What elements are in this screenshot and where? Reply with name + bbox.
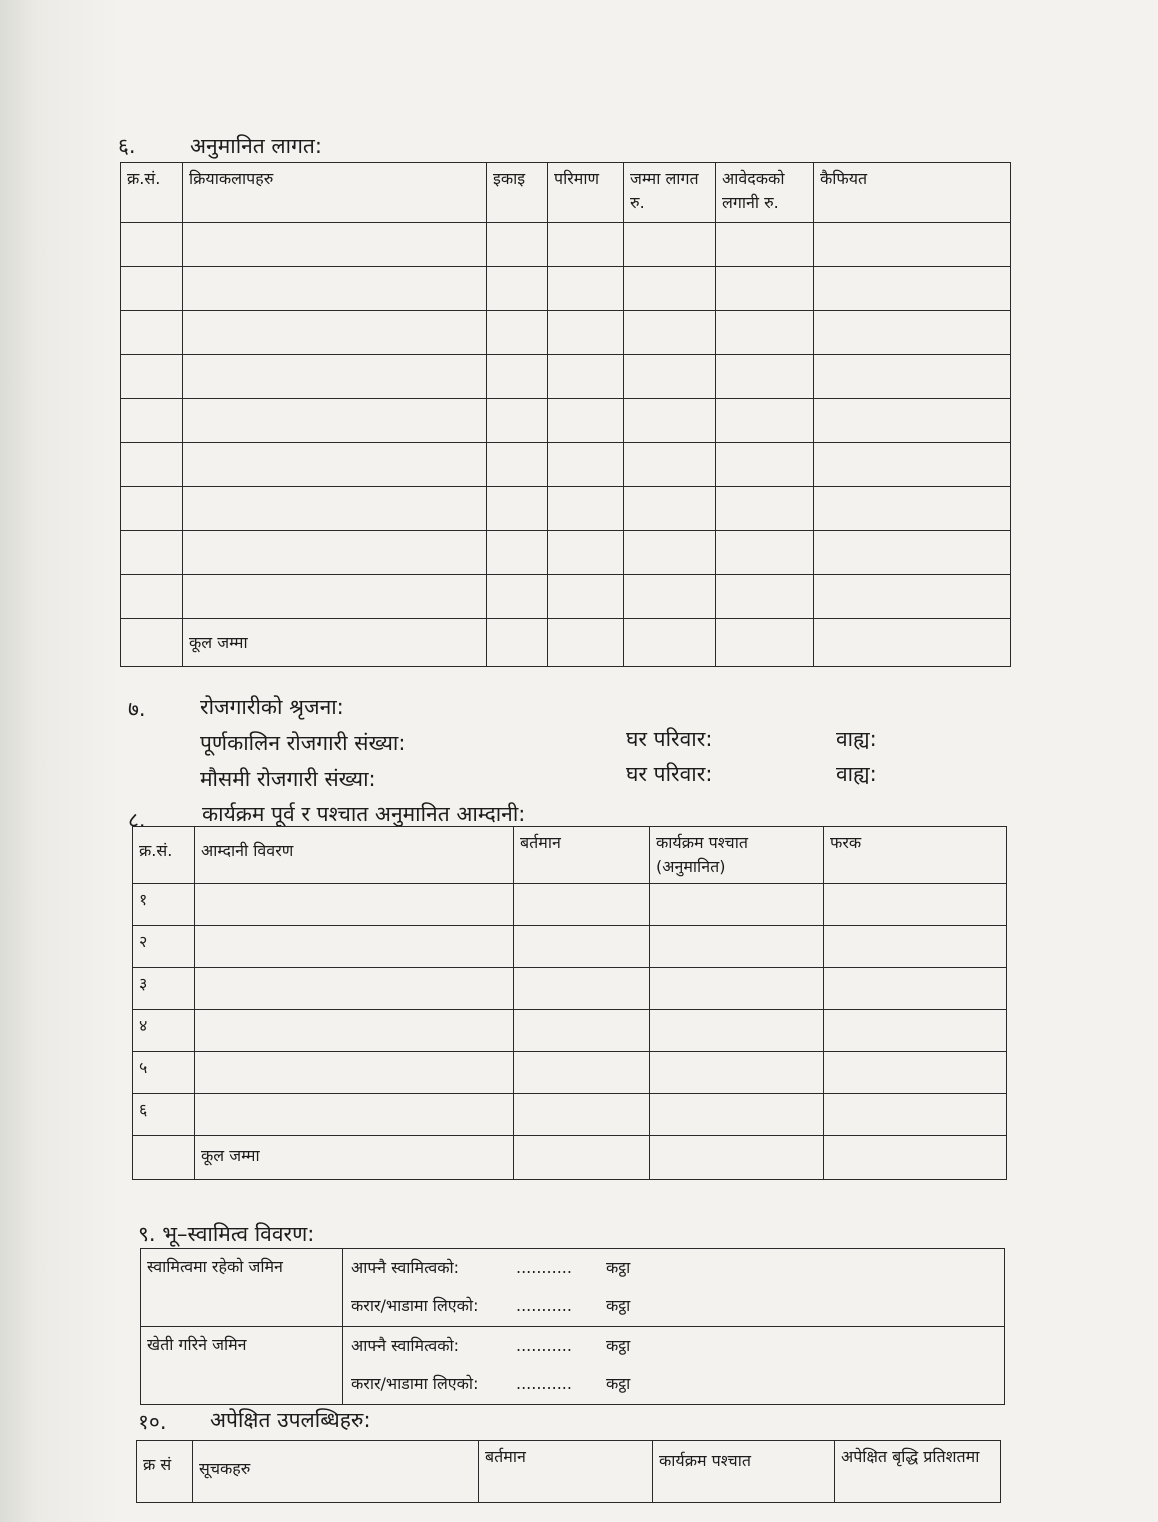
- table-cell[interactable]: [548, 443, 624, 487]
- section-8-number: ८.: [128, 808, 146, 832]
- table-row: [121, 531, 1011, 575]
- table-cell[interactable]: [824, 1094, 1007, 1136]
- table-cell[interactable]: [487, 531, 548, 575]
- table-row: [121, 399, 1011, 443]
- table-cell[interactable]: [195, 1052, 514, 1094]
- table-cell[interactable]: [514, 1136, 650, 1180]
- section-9-title: ९. भू–स्वामित्व विवरण:: [138, 1222, 315, 1246]
- section-7-number: ७.: [128, 697, 146, 721]
- total-label: कूल जम्मा: [195, 1136, 514, 1180]
- table-cell[interactable]: [624, 311, 716, 355]
- col-header-applicant-investment: आवेदकको लगानी रु.: [716, 163, 814, 223]
- lease-dots[interactable]: ...........: [516, 1296, 572, 1315]
- lease-line: [351, 1365, 996, 1403]
- table-header-row: [121, 163, 1011, 223]
- row-number: ३: [133, 968, 195, 1010]
- income-table: [132, 826, 1007, 1180]
- row-number: ६: [133, 1094, 195, 1136]
- table-cell[interactable]: [121, 443, 183, 487]
- table-cell[interactable]: [716, 399, 814, 443]
- section-6-title: अनुमानित लागत:: [190, 134, 322, 158]
- table-cell[interactable]: [650, 926, 824, 968]
- table-cell[interactable]: [121, 267, 183, 311]
- table-cell[interactable]: [487, 443, 548, 487]
- col-header-after-program: कार्यक्रम पश्चात (अनुमानित): [650, 827, 824, 884]
- table-cell[interactable]: [183, 311, 487, 355]
- table-cell[interactable]: [487, 575, 548, 619]
- table-row: [121, 223, 1011, 267]
- table-cell[interactable]: [824, 968, 1007, 1010]
- table-cell[interactable]: [548, 223, 624, 267]
- table-cell[interactable]: [121, 399, 183, 443]
- col-header-current: बर्तमान: [514, 827, 650, 884]
- table-cell[interactable]: [624, 399, 716, 443]
- seasonal-employment-label: मौसमी रोजगारी संख्या:: [200, 767, 376, 791]
- table-cell[interactable]: [487, 355, 548, 399]
- total-label: कूल जम्मा: [183, 619, 487, 667]
- table-cell[interactable]: [716, 267, 814, 311]
- table-cell[interactable]: [814, 223, 1011, 267]
- section-6-number: ६.: [118, 134, 136, 158]
- lease-label: करार/भाडामा लिएको:: [351, 1374, 479, 1393]
- table-cell[interactable]: [624, 355, 716, 399]
- table-cell[interactable]: [548, 267, 624, 311]
- table-cell[interactable]: [716, 531, 814, 575]
- table-cell[interactable]: [716, 443, 814, 487]
- table-cell[interactable]: [183, 443, 487, 487]
- lease-unit: कट्ठा: [606, 1374, 631, 1393]
- table-cell[interactable]: [650, 1094, 824, 1136]
- own-ownership-unit: कट्ठा: [606, 1258, 631, 1277]
- table-cell[interactable]: [814, 311, 1011, 355]
- section-10-number: १०.: [138, 1410, 167, 1434]
- col-header-indicators: सूचकहरु: [193, 1441, 479, 1503]
- table-cell[interactable]: [487, 399, 548, 443]
- table-cell[interactable]: [624, 575, 716, 619]
- table-cell[interactable]: [183, 531, 487, 575]
- table-cell[interactable]: [487, 267, 548, 311]
- table-cell[interactable]: [650, 1010, 824, 1052]
- col-header-difference: फरक: [824, 827, 1007, 884]
- table-cell[interactable]: [624, 443, 716, 487]
- table-cell[interactable]: [548, 531, 624, 575]
- table-row: [133, 968, 1007, 1010]
- col-header-activities: क्रियाकलापहरु: [183, 163, 487, 223]
- table-cell[interactable]: [824, 884, 1007, 926]
- table-header-row: [137, 1441, 1001, 1503]
- table-cell[interactable]: [121, 311, 183, 355]
- table-cell[interactable]: [624, 531, 716, 575]
- table-row: [121, 267, 1011, 311]
- table-cell[interactable]: [514, 926, 650, 968]
- own-ownership-dots[interactable]: ...........: [516, 1258, 572, 1277]
- table-cell[interactable]: [716, 487, 814, 531]
- table-cell[interactable]: [548, 399, 624, 443]
- table-cell[interactable]: [195, 926, 514, 968]
- table-cell[interactable]: [183, 399, 487, 443]
- table-cell[interactable]: [814, 443, 1011, 487]
- col-header-income-details: आम्दानी विवरण: [195, 827, 514, 884]
- col-header-quantity: परिमाण: [548, 163, 624, 223]
- table-cell[interactable]: [183, 575, 487, 619]
- lease-unit: कट्ठा: [606, 1296, 631, 1315]
- table-cell[interactable]: [121, 355, 183, 399]
- own-ownership-label: आफ्नै स्वामित्वको:: [351, 1258, 460, 1277]
- table-cell[interactable]: [548, 355, 624, 399]
- table-cell[interactable]: [824, 926, 1007, 968]
- table-cell[interactable]: [548, 487, 624, 531]
- table-header-row: [133, 827, 1007, 884]
- table-row: [141, 1327, 1005, 1405]
- table-cell[interactable]: [814, 355, 1011, 399]
- table-row: [133, 1094, 1007, 1136]
- owned-land-label: स्वामित्वमा रहेको जमिन: [141, 1249, 343, 1327]
- fulltime-employment-label: पूर्णकालिन रोजगारी संख्या:: [200, 731, 406, 755]
- section-10-title: अपेक्षित उपलब्धिहरु:: [210, 1408, 371, 1432]
- col-header-total-cost: जम्मा लागत रु.: [624, 163, 716, 223]
- own-ownership-line: [351, 1249, 996, 1287]
- table-cell[interactable]: [624, 267, 716, 311]
- table-cell[interactable]: [195, 1010, 514, 1052]
- table-cell[interactable]: [814, 575, 1011, 619]
- row-number: ५: [133, 1052, 195, 1094]
- table-row: [121, 311, 1011, 355]
- col-header-unit: इकाइ: [487, 163, 548, 223]
- table-row: [133, 926, 1007, 968]
- own-ownership-unit: कट्ठा: [606, 1336, 631, 1355]
- col-header-serial: क्र.सं.: [133, 827, 195, 884]
- table-cell[interactable]: [514, 968, 650, 1010]
- own-ownership-dots[interactable]: ...........: [516, 1336, 572, 1355]
- table-cell[interactable]: [624, 619, 716, 667]
- col-header-after-program: कार्यक्रम पश्चात: [653, 1441, 835, 1503]
- row-number: ४: [133, 1010, 195, 1052]
- section-8-title: कार्यक्रम पूर्व र पश्चात अनुमानित आम्दानी:: [202, 802, 526, 826]
- table-cell[interactable]: [624, 223, 716, 267]
- table-row: [141, 1249, 1005, 1327]
- table-cell[interactable]: [650, 1052, 824, 1094]
- col-header-serial: क्र.सं.: [121, 163, 183, 223]
- fulltime-household-label: घर परिवार:: [626, 727, 713, 751]
- table-row: [121, 575, 1011, 619]
- land-ownership-table: [140, 1248, 1005, 1405]
- table-row: [133, 884, 1007, 926]
- col-header-remarks: कैफियत: [814, 163, 1011, 223]
- table-row: [121, 487, 1011, 531]
- table-cell[interactable]: [195, 1094, 514, 1136]
- total-row: [121, 619, 1011, 667]
- row-number: १: [133, 884, 195, 926]
- col-header-serial: क्र सं: [137, 1441, 193, 1503]
- table-cell[interactable]: [195, 884, 514, 926]
- lease-dots[interactable]: ...........: [516, 1374, 572, 1393]
- col-header-current: बर्तमान: [479, 1441, 653, 1503]
- table-row: [133, 1010, 1007, 1052]
- section-6-heading: [118, 132, 322, 160]
- table-cell[interactable]: [183, 355, 487, 399]
- table-cell[interactable]: [814, 531, 1011, 575]
- table-cell[interactable]: [121, 487, 183, 531]
- table-cell[interactable]: [650, 884, 824, 926]
- own-ownership-label: आफ्नै स्वामित्वको:: [351, 1336, 460, 1355]
- table-cell[interactable]: [487, 487, 548, 531]
- table-cell[interactable]: [716, 355, 814, 399]
- table-cell[interactable]: [624, 487, 716, 531]
- table-cell[interactable]: [814, 619, 1011, 667]
- table-cell[interactable]: [548, 311, 624, 355]
- estimated-cost-table: [120, 162, 1011, 667]
- lease-line: [351, 1287, 996, 1325]
- table-cell[interactable]: [548, 575, 624, 619]
- table-cell[interactable]: [716, 575, 814, 619]
- own-ownership-line: [351, 1327, 996, 1365]
- table-cell[interactable]: [121, 575, 183, 619]
- table-cell[interactable]: [814, 487, 1011, 531]
- seasonal-external-label: वाह्य:: [836, 762, 877, 786]
- table-row: [133, 1052, 1007, 1094]
- owned-land-details: [343, 1249, 1005, 1327]
- table-cell[interactable]: [514, 884, 650, 926]
- table-row: [121, 443, 1011, 487]
- table-cell[interactable]: [814, 399, 1011, 443]
- col-header-expected-growth: अपेक्षित बृद्धि प्रतिशतमा: [835, 1441, 1001, 1503]
- table-cell[interactable]: [716, 619, 814, 667]
- table-cell[interactable]: [195, 968, 514, 1010]
- table-cell[interactable]: [514, 1052, 650, 1094]
- table-cell[interactable]: [487, 311, 548, 355]
- table-cell[interactable]: [487, 223, 548, 267]
- cultivated-land-label: खेती गरिने जमिन: [141, 1327, 343, 1405]
- table-cell[interactable]: [514, 1094, 650, 1136]
- table-cell[interactable]: [716, 223, 814, 267]
- table-cell[interactable]: [824, 1052, 1007, 1094]
- fulltime-external-label: वाह्य:: [836, 727, 877, 751]
- table-row: [121, 355, 1011, 399]
- section-7-title: रोजगारीको श्रृजना:: [200, 695, 344, 719]
- lease-label: करार/भाडामा लिएको:: [351, 1296, 479, 1315]
- table-cell[interactable]: [183, 487, 487, 531]
- table-cell: [133, 1136, 195, 1180]
- table-cell[interactable]: [814, 267, 1011, 311]
- total-row: [133, 1136, 1007, 1180]
- cultivated-land-details: [343, 1327, 1005, 1405]
- row-number: २: [133, 926, 195, 968]
- table-cell[interactable]: [650, 968, 824, 1010]
- expected-achievements-table: [136, 1440, 1001, 1503]
- table-cell[interactable]: [514, 1010, 650, 1052]
- table-cell[interactable]: [183, 267, 487, 311]
- table-cell[interactable]: [548, 619, 624, 667]
- table-cell[interactable]: [121, 531, 183, 575]
- table-cell[interactable]: [183, 223, 487, 267]
- table-cell[interactable]: [824, 1010, 1007, 1052]
- table-cell[interactable]: [487, 619, 548, 667]
- table-cell[interactable]: [650, 1136, 824, 1180]
- table-cell: [121, 619, 183, 667]
- table-cell[interactable]: [121, 223, 183, 267]
- seasonal-household-label: घर परिवार:: [626, 762, 713, 786]
- table-cell[interactable]: [824, 1136, 1007, 1180]
- table-cell[interactable]: [716, 311, 814, 355]
